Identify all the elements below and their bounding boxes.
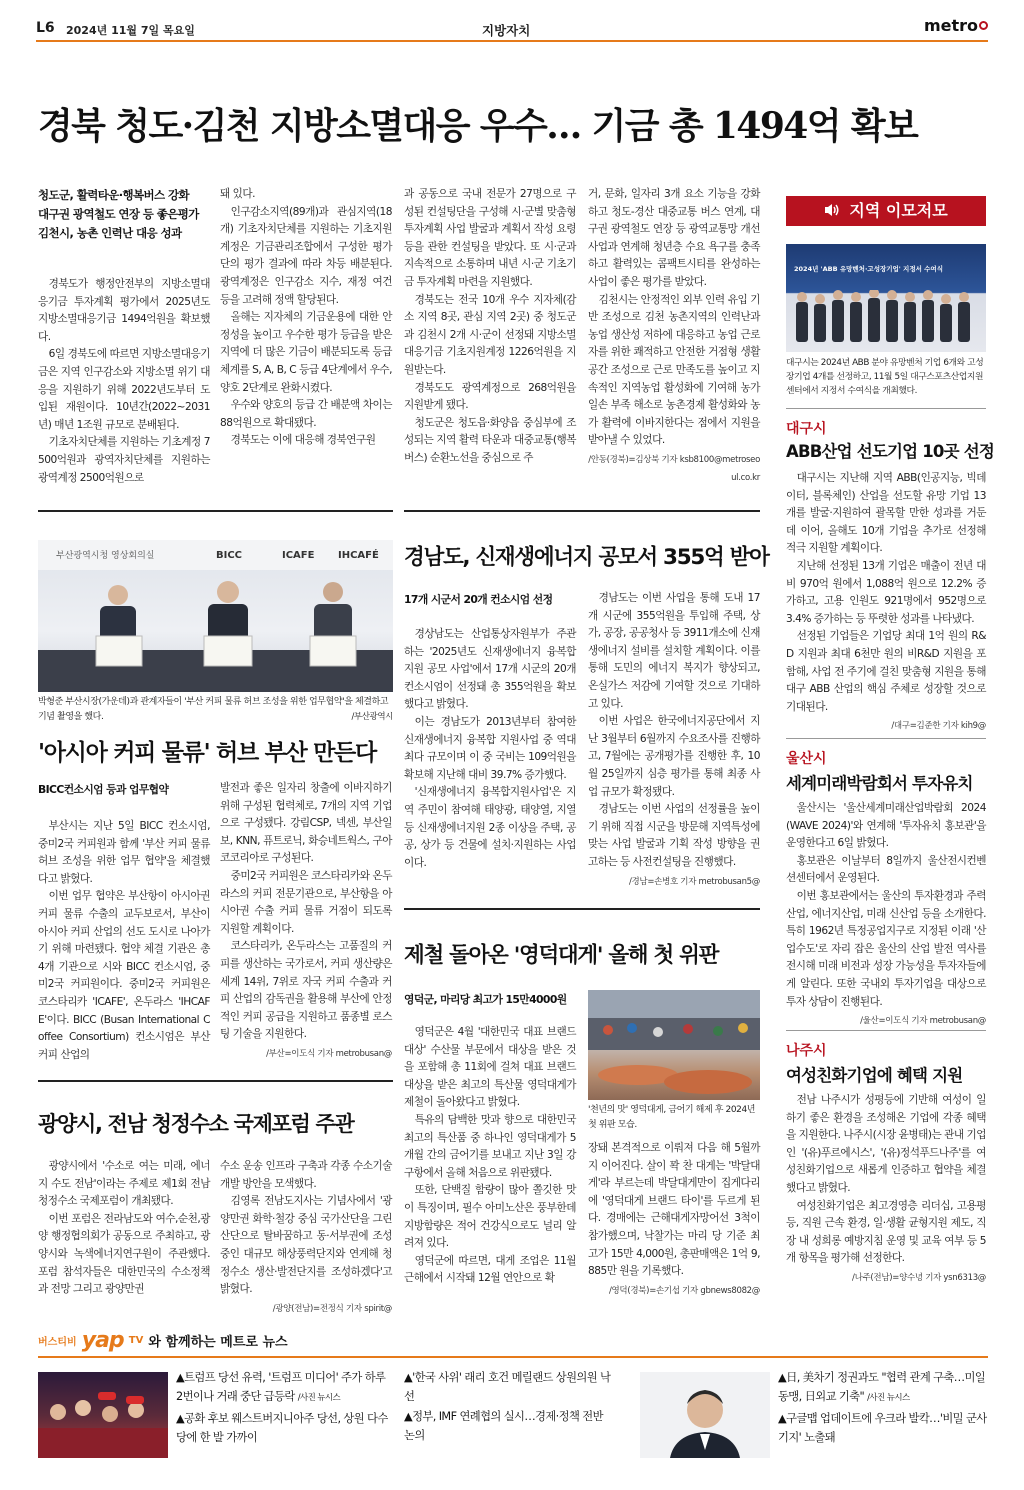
paragraph: 올해는 지자체의 기금운용에 대한 안정성을 높이고 우수한 평가 등급을 받은 지역에 더 많은 기금이 배분되도록 등급 체계를 S, A, B, C 등급 4단계에서 우수, 양호 2단계로 완화시켰다. — [220, 311, 392, 394]
paragraph: 기초자치단체를 지원하는 기초계정 7500억원과 광역자치단체를 지원하는 광역계정 2500억원으로 — [38, 436, 210, 484]
caption-text: 박형준 부산시장(가운데)과 관계자들이 '부산 커피 물류 허브 조성을 위한 업무협약'을 체결하고 기념 촬영을 했다. — [38, 697, 389, 722]
divider — [38, 1080, 393, 1082]
subhead-line: 대구권 광역철도 연장 등 좋은평가 — [38, 207, 199, 221]
paragraph: 광양시에서 '수소로 여는 미래, 에너지 수도 전남'이라는 주제로 제1회 전남 청정수소 국제포럼이 개최됐다. — [38, 1160, 210, 1208]
busan-photo-graphic — [38, 540, 393, 692]
byline: /경남=손병호 기자 metrobusan5@ — [628, 876, 760, 887]
subhead-line: 청도군, 활력타운·행복버스 강화 — [38, 188, 189, 202]
paragraph: 영덕군에 따르면, 대게 조업은 11월 근해에서 시작돼 12월 연안으로 확 — [404, 1254, 576, 1285]
paragraph: 홍보관은 이날부터 8일까지 울산전시컨벤션센터에서 운영된다. — [786, 854, 986, 885]
paragraph: 거, 문화, 일자리 3개 요소 기능을 강화하고 청도-경산 대중교통 버스 연계, 대구권 광역철도 연장 등 광역교통망 개선 사업과 연계해 청년층 수요 욕구를 충족하고 활력있는 콤팩트시티를 완성하는 사업이 좋은 평가를 받았다. — [588, 188, 760, 288]
news-item[interactable] — [176, 1368, 388, 1408]
photo-text: BICC — [216, 550, 243, 561]
main-headline: 경북 청도·김천 지방소멸대응 우수… 기금 총 1494억 확보 — [38, 105, 918, 147]
subhead-line: 김천시, 농촌 인력난 대응 성과 — [38, 226, 182, 240]
byline: /영덕(경북)=손기섭 기자 gbnews8082@ — [608, 1285, 760, 1296]
byline: /울산=이도식 기자 metrobusan@ — [860, 1016, 986, 1027]
sidebar-photo-caption: 대구시는 2024년 ABB 분야 유망벤처 기업 6개와 고성장기업 4개를 선정하고, 11월 5일 대구스포츠산업지원센터에서 지정서 수여식을 개최했다. — [786, 358, 984, 396]
crab-col-2 — [588, 1140, 760, 1300]
gyeongnam-headline: 경남도, 신재생에너지 공모서 355억 받아 — [404, 545, 769, 570]
footer-brand-suffix: 와 함께하는 메트로 뉴스 — [148, 1335, 288, 1350]
byline: /부산=이도식 기자 metrobusan@ — [266, 1048, 392, 1059]
paragraph: 이번 업무 협약은 부산항이 아시아권 커피 물류 수출의 교두보로서, 부산이 아시아 커피 산업의 선도 도시로 나아가기 위해 마련됐다. 협약 체결 기관은 총 4개 기관으로 시와 BICC 컨소시엄, 중미2국 커피원이다. 중미2국 커피원은 코스타리카 'ICAFE', 온두라스 'IHCAFE'이다. BICC (Busan International Coffee Consortium) 컨소시엄은 부산 커피 산업의 — [38, 890, 210, 1061]
crab-subhead: 영덕군, 마리당 최고가 15만4000원 — [404, 993, 567, 1006]
sidebar-title-bar — [786, 196, 986, 226]
footer-brand — [38, 1328, 288, 1354]
main-col-3 — [404, 186, 576, 468]
sidebar-title: 지역 이모저모 — [849, 201, 948, 220]
gyeongnam-subhead: 17개 시군서 20개 컨소시엄 선정 — [404, 593, 553, 606]
divider — [38, 510, 393, 512]
section-name: 지방자치 — [482, 23, 531, 38]
paragraph: 지난해 선정된 13개 기업은 매출이 전년 대비 970억 원에서 1,088억 원으로 12.2% 증가하고, 고용 인원도 921명에서 952명으로 3.4% 증가하는 등 뚜렷한 성과를 나타냈다. — [786, 559, 986, 625]
divider — [786, 738, 986, 739]
paragraph: 경상남도는 산업통상자원부가 주관하는 '2025년도 신재생에너지 융복합지원 공모 사업'에서 17개 시군의 20개 컨소시엄이 선정돼 총 355억원을 확보했다고 밝혔다. — [404, 628, 576, 711]
sidebar-region: 울산시 — [786, 751, 827, 767]
busan-col-1 — [38, 818, 210, 1064]
paragraph: 돼 있다. — [220, 188, 255, 200]
paragraph: 우수와 양호의 등급 간 배분액 차이는 88억원으로 확대됐다. — [220, 399, 392, 429]
byline: /안동(경북)=김상북 기자 ksb8100@metroseoul.co.kr — [588, 454, 760, 483]
paragraph: 6일 경북도에 따르면 지방소멸대응기금은 지역 인구감소와 지방소멸 위기 대응을 지원하기 위해 2022년도부터 도입된 재원이다. 10년간(2022~2031년) 매년 1조원 규모로 분배된다. — [38, 348, 210, 431]
photo-text: ICAFE — [282, 550, 315, 561]
paragraph: 수소 운송 인프라 구축과 각종 수소기술 개발 방안을 모색했다. — [220, 1160, 392, 1190]
paragraph: 특유의 담백한 맛과 향으로 대한민국 최고의 특산품 중 하나인 영덕대게가 5개월 간의 금어기를 보내고 지난 3일 강구항에서 올해 처음으로 위판됐다. — [404, 1113, 576, 1179]
divider — [786, 1030, 986, 1031]
news-item[interactable] — [176, 1409, 388, 1447]
crowd-graphic — [38, 1372, 168, 1458]
sidebar-item-title: ABB산업 선도기업 10곳 선정 — [786, 442, 994, 461]
paragraph: 경북도는 전국 10개 우수 지자체(감소 지역 8곳, 관심 지역 2곳) 중 청도군과 김천시 2개 시·군이 선정돼 지방소멸대응기금 기초지원계정 1226억원을 지원받는다. — [404, 293, 576, 376]
crab-col-1 — [404, 1024, 576, 1288]
people-graphic — [786, 290, 986, 352]
paragraph: 영덕군은 4월 '대한민국 대표 브랜드 대상' 수산물 부문에서 대상을 받은 것을 포함해 총 11회에 걸쳐 대표 브랜드 대상을 받은 최고의 특산물 영덕대게가 제철이 돌아왔다고 밝혔다. — [404, 1026, 576, 1109]
busan-col-2 — [220, 780, 392, 1064]
crab-photo — [588, 990, 760, 1100]
header-rule — [36, 40, 988, 42]
news-headline: ▲日, 美차기 정권과도 "협력 관계 구축…미일 동맹, 日외교 기축" — [778, 1371, 986, 1403]
sidebar-item-body — [786, 800, 986, 1031]
footer-news-group — [778, 1368, 988, 1447]
byline: /나주(전남)=양수녕 기자 ysn6313@ — [852, 1272, 986, 1283]
paragraph: 이번 포럼은 전라남도와 여수,순천,광양 행정협의회가 공동으로 주최하고, 광양시와 녹색에너지연구원이 주관했다. 포럼 참석자들은 대한민국의 수소정책과 전망 그리고 광양만권 — [38, 1212, 210, 1296]
news-headline: ▲정부, IMF 연례협의 실시…경제·정책 전반 논의 — [404, 1410, 603, 1442]
busan-caption — [38, 695, 393, 725]
paragraph: 김천시는 안정적인 외부 인력 유입 기반 조성으로 김천 농촌지역의 인력난과 농업 생산성 저하에 대응하고 농업 근로자를 위한 쾌적하고 안전한 거점형 생활공간 조성으로 근로 만족도를 높이고 지속적인 지역농업 활성화에 기여해 농가 일손 부족 해소로 농촌경제 활성화와 농가 활력에 이바지한다는 점에서 지원을 받아낼 수 있었다. — [588, 293, 760, 447]
main-col-1 — [38, 276, 210, 487]
footer-brand-tv: TV — [128, 1335, 144, 1346]
paragraph: '신재생에너지 융복합지원사업'은 지역 주민이 참여해 태양광, 태양열, 지열 등 신재생에너지원 2종 이상을 주택, 공공, 상가 등 건물에 설치·지원하는 사업이다. — [404, 786, 576, 869]
footer-news-group — [176, 1368, 388, 1447]
paragraph: 선정된 기업들은 기업당 최대 1억 원의 R&D 지원과 최대 6천만 원의 비R&D 지원을 포함해, 사업 전 주기에 걸친 맞춤형 지원을 통해 대구 ABB 산업의 핵심 주체로 성장할 것으로 기대된다. — [786, 630, 986, 713]
paragraph: 여성친화기업은 최고경영층 리더십, 고용평등, 직원 근속 환경, 일·생활 균형지원 제도, 직장 내 성희롱 예방지침 운영 및 교육 여부 등 5개 항목을 평가해 선정한다. — [786, 1199, 986, 1265]
gwangyang-col-1 — [38, 1158, 210, 1299]
yap-logo: yap — [81, 1328, 124, 1353]
portrait-graphic — [640, 1372, 770, 1458]
paragraph: 경북도도 광역계정으로 268억원을 지원받게 됐다. — [404, 381, 576, 412]
gyeongnam-col-1 — [404, 626, 576, 872]
sidebar-item-title: 세계미래박람회서 투자유치 — [786, 774, 973, 793]
busan-photo — [38, 540, 393, 692]
paragraph: 청도군은 청도읍·화양읍 중심부에 조성되는 지역 활력 타운과 대중교통(행복 버스) 순환노선을 중심으로 주 — [404, 416, 576, 464]
sidebar-photo — [786, 244, 986, 352]
sidebar-region: 대구시 — [786, 421, 827, 437]
paragraph: 이는 경남도가 2013년부터 참여한 신재생에너지 융복합 지원사업 중 역대 최다 규모이며 이 중 국비는 109억원을 확보해 지난해 대비 39.7% 증가했다. — [404, 715, 576, 781]
crab-caption: '천년의 맛' 영덕대게, 금어기 해제 후 2024년 첫 위판 모습. — [588, 1105, 756, 1130]
paragraph: 경북도는 이에 대응해 경북연구원 — [230, 434, 376, 447]
news-headline: ▲'한국 사위' 래리 호건 메릴랜드 상원의원 낙선 — [404, 1371, 611, 1403]
paragraph: 대구시는 지난해 지역 ABB(인공지능, 빅데이터, 블록체인) 산업을 선도할 유망 기업 13개를 발굴·지원하여 괄목할 만한 성과를 거둔 데 이어, 올해도 10개 기업을 추가로 선정해 적극 지원할 계획이다. — [786, 472, 986, 555]
news-item[interactable] — [404, 1368, 616, 1406]
sidebar-item-title: 여성친화기업에 혜택 지원 — [786, 1066, 963, 1085]
divider — [404, 510, 760, 512]
photo-credit: /사진 뉴시스 — [867, 1393, 910, 1403]
sidebar-region: 나주시 — [786, 1043, 827, 1059]
logo-mark-icon — [979, 21, 988, 30]
gyeongnam-col-2 — [588, 590, 760, 891]
news-item[interactable] — [778, 1368, 988, 1408]
news-item[interactable] — [778, 1409, 988, 1447]
footer-rule — [38, 1356, 988, 1358]
issue-date: 2024년 11월 7일 목요일 — [66, 24, 195, 37]
paragraph: 장돼 본격적으로 이뤄져 다음 해 5월까지 이어진다. 살이 꽉 찬 대게는 '박달대게'라 부르는데 박달대게만이 집게다리에 '영덕대게 브랜드 타이'를 두르게 된다. 경매에는 근해대게자망어선 3척이 참가했으며, 낙찰가는 마리 당 기준 최고가 15만 4,000원, 총판매액은 1억 9,885만 원을 기록했다. — [588, 1142, 760, 1278]
paragraph: 이번 홍보관에서는 울산의 투자환경과 주력산업, 에너지산업, 미래 신산업 등을 소개한다. 특히 1962년 특정공업지구로 지정된 이래 '산업수도'로 자리 잡은 울산의 산업 발전 역사를 전시해 미래 비전과 성장 가능성을 투자자들에게 알린다. 또한 국내외 투자기업을 대상으로 투자 상담이 진행된다. — [786, 889, 986, 1008]
paragraph: 인구감소지역(89개)과 관심지역(18개) 기초자치단체를 지원하는 기초지원 계정은 기금관리조합에서 구성한 평가단의 평가 결과에 따라 차등 배분된다. 광역계정은 인구감소 지수, 재정 여건 등을 고려해 정액 할당된다. — [220, 205, 392, 306]
photo-credit: /사진 뉴시스 — [297, 1393, 341, 1403]
paragraph: 이번 사업은 한국에너지공단에서 지난 3월부터 6월까지 수요조사를 진행하고, 7월에는 공개평가를 진행한 후, 10월 25일까지 심층 평가를 통해 최종 사업 규모가 확정됐다. — [588, 715, 760, 798]
sidebar-item-body — [786, 1092, 986, 1288]
paragraph: 중미2국 커피원은 코스타리카와 온두라스의 커피 전문기관으로, 부산항을 아시아권 수출 커피 물류 거점이 되도록 지원할 계획이다. — [220, 869, 392, 935]
crab-photo-graphic — [588, 990, 760, 1100]
main-col-2 — [220, 186, 392, 450]
paragraph: 경남도는 이번 사업을 통해 도내 17개 시군에 355억원을 투입해 주택, 상가, 공장, 공공청사 등 3911개소에 신재생에너지 설비를 설치할 계획이다. 이를 통해 도민의 에너지 복지가 향상되고, 온실가스 저감에 기여할 것으로 기대하고 있다. — [588, 592, 760, 710]
paragraph: 코스타리카, 온두라스는 고품질의 커피를 생산하는 국가로서, 커피 생산량은 세계 14위, 7위로 자국 커피 수출과 커피 산업의 감독권을 활용해 부산에 안정적인 커피 공급을 지원하고 품종별 로스팅 기술을 지원한다. — [220, 940, 392, 1041]
news-item[interactable] — [404, 1407, 616, 1445]
page-header — [36, 18, 988, 58]
photo-text: IHCAFÉ — [338, 550, 379, 561]
footer-photo — [38, 1372, 168, 1458]
paragraph: 전남 나주시가 성평등에 기반해 여성이 일하기 좋은 환경을 조성해온 기업에 각종 혜택을 지원한다. 나주시(시장 윤병태)는 관내 기업인 '(유)푸르에시스', '(유)정석푸드나주'를 여성친화기업으로 새롭게 인증하고 협약을 체결했다고 밝혔다. — [786, 1094, 986, 1194]
paragraph: 김영록 전남도지사는 기념사에서 '광양만권 화학·철강 중심 국가산단을 그린산단으로 탈바꿈하고 동·서부권에 조성 중인 대규모 해상풍력단지와 연계해 청정수소 생산·발전단지를 조성하겠다'고 밝혔다. — [220, 1195, 392, 1296]
gwangyang-headline: 광양시, 전남 청정수소 국제포럼 주관 — [38, 1112, 354, 1136]
photo-banner: 2024년 'ABB 유망벤처·고성장기업' 지정서 수여식 — [794, 265, 943, 273]
divider — [786, 408, 986, 409]
paragraph: 과 공동으로 국내 전문가 27명으로 구성된 컨설팅단을 구성해 시·군별 맞춤형 투자계획 사업 발굴과 계획서 작성 요령 등을 관한 컨설팅을 받았다. 또 시·군과 지속적으로 소통하며 내년 시·군 기초기금 투자계획 마련을 지원했다. — [404, 188, 576, 288]
brand-logo: metro — [924, 16, 988, 35]
byline: /광양(전남)=전정식 기자 spirit@ — [272, 1303, 392, 1314]
paragraph: 경남도는 이번 사업의 선정률을 높이기 위해 직접 시군을 방문해 지역특성에 맞는 사업 발굴과 기획 작성 방향을 권고하는 등 사전컨설팅을 진행했다. — [588, 803, 760, 868]
footer-photo — [640, 1372, 770, 1458]
main-col-4 — [588, 186, 760, 487]
byline: /대구=김준한 기자 kih9@ — [891, 721, 986, 732]
photo-text: 부산광역시청 영상회의실 — [56, 551, 155, 561]
sidebar-item-body — [786, 470, 986, 736]
paragraph: 또한, 단백질 함량이 많아 쫄깃한 맛이 특징이며, 필수 아미노산은 풍부한데 지방함량은 적어 건강식으로도 널리 알려져 있다. — [404, 1184, 576, 1250]
crab-headline: 제철 돌아온 '영덕대게' 올해 첫 위판 — [404, 943, 719, 968]
busan-subhead: BICC컨소시엄 등과 업무협약 — [38, 783, 169, 796]
gwangyang-col-2 — [220, 1158, 392, 1318]
paragraph: 발전과 좋은 일자리 창출에 이바지하기 위해 구성된 협력체로, 7개의 지역 기업으로 구성됐다. 강림CSP, 넥센, 부산일보, KNN, 퓨트로닉, 화승네트웍스, 구아코코리아로 구성된다. — [220, 782, 392, 865]
paragraph: 울산시는 '울산세계미래산업박람회 2024(WAVE 2024)'와 연계해 '투자유치 홍보관'을 운영한다고 6일 밝혔다. — [786, 802, 986, 850]
paragraph: 경북도가 행정안전부의 지방소멸대응기금 투자계획 평가에서 2025년도 지방소멸대응기금 1494억원을 확보했다. — [38, 278, 210, 343]
speaker-icon — [824, 202, 840, 221]
divider — [404, 908, 760, 910]
busan-headline: '아시아 커피 물류' 허브 부산 만든다 — [38, 740, 376, 766]
footer-news-group — [404, 1368, 616, 1445]
paragraph: 부산시는 지난 5일 BICC 컨소시엄, 중미2국 커피원과 함께 '부산 커피 물류 허브 조성을 위한 업무 협약'을 체결했다고 밝혔다. — [38, 820, 210, 885]
news-headline: ▲공화 후보 웨스트버지니아주 당선, 상원 다수당에 한 발 가까이 — [176, 1412, 388, 1444]
news-headline: ▲구글맵 업데이트에 우크라 발칵…'비밀 군사 기지' 노출돼 — [778, 1412, 987, 1444]
news-headline: ▲트럼프 당선 유력, '트럼프 미디어' 주가 하루 2번이나 거래 중단 급등락 — [176, 1371, 386, 1403]
main-subheads — [38, 186, 213, 243]
footer-brand-prefix: 버스티비 — [38, 1337, 77, 1348]
photo-credit: /부산광역시 — [351, 712, 393, 722]
page-number: L6 — [36, 20, 55, 36]
